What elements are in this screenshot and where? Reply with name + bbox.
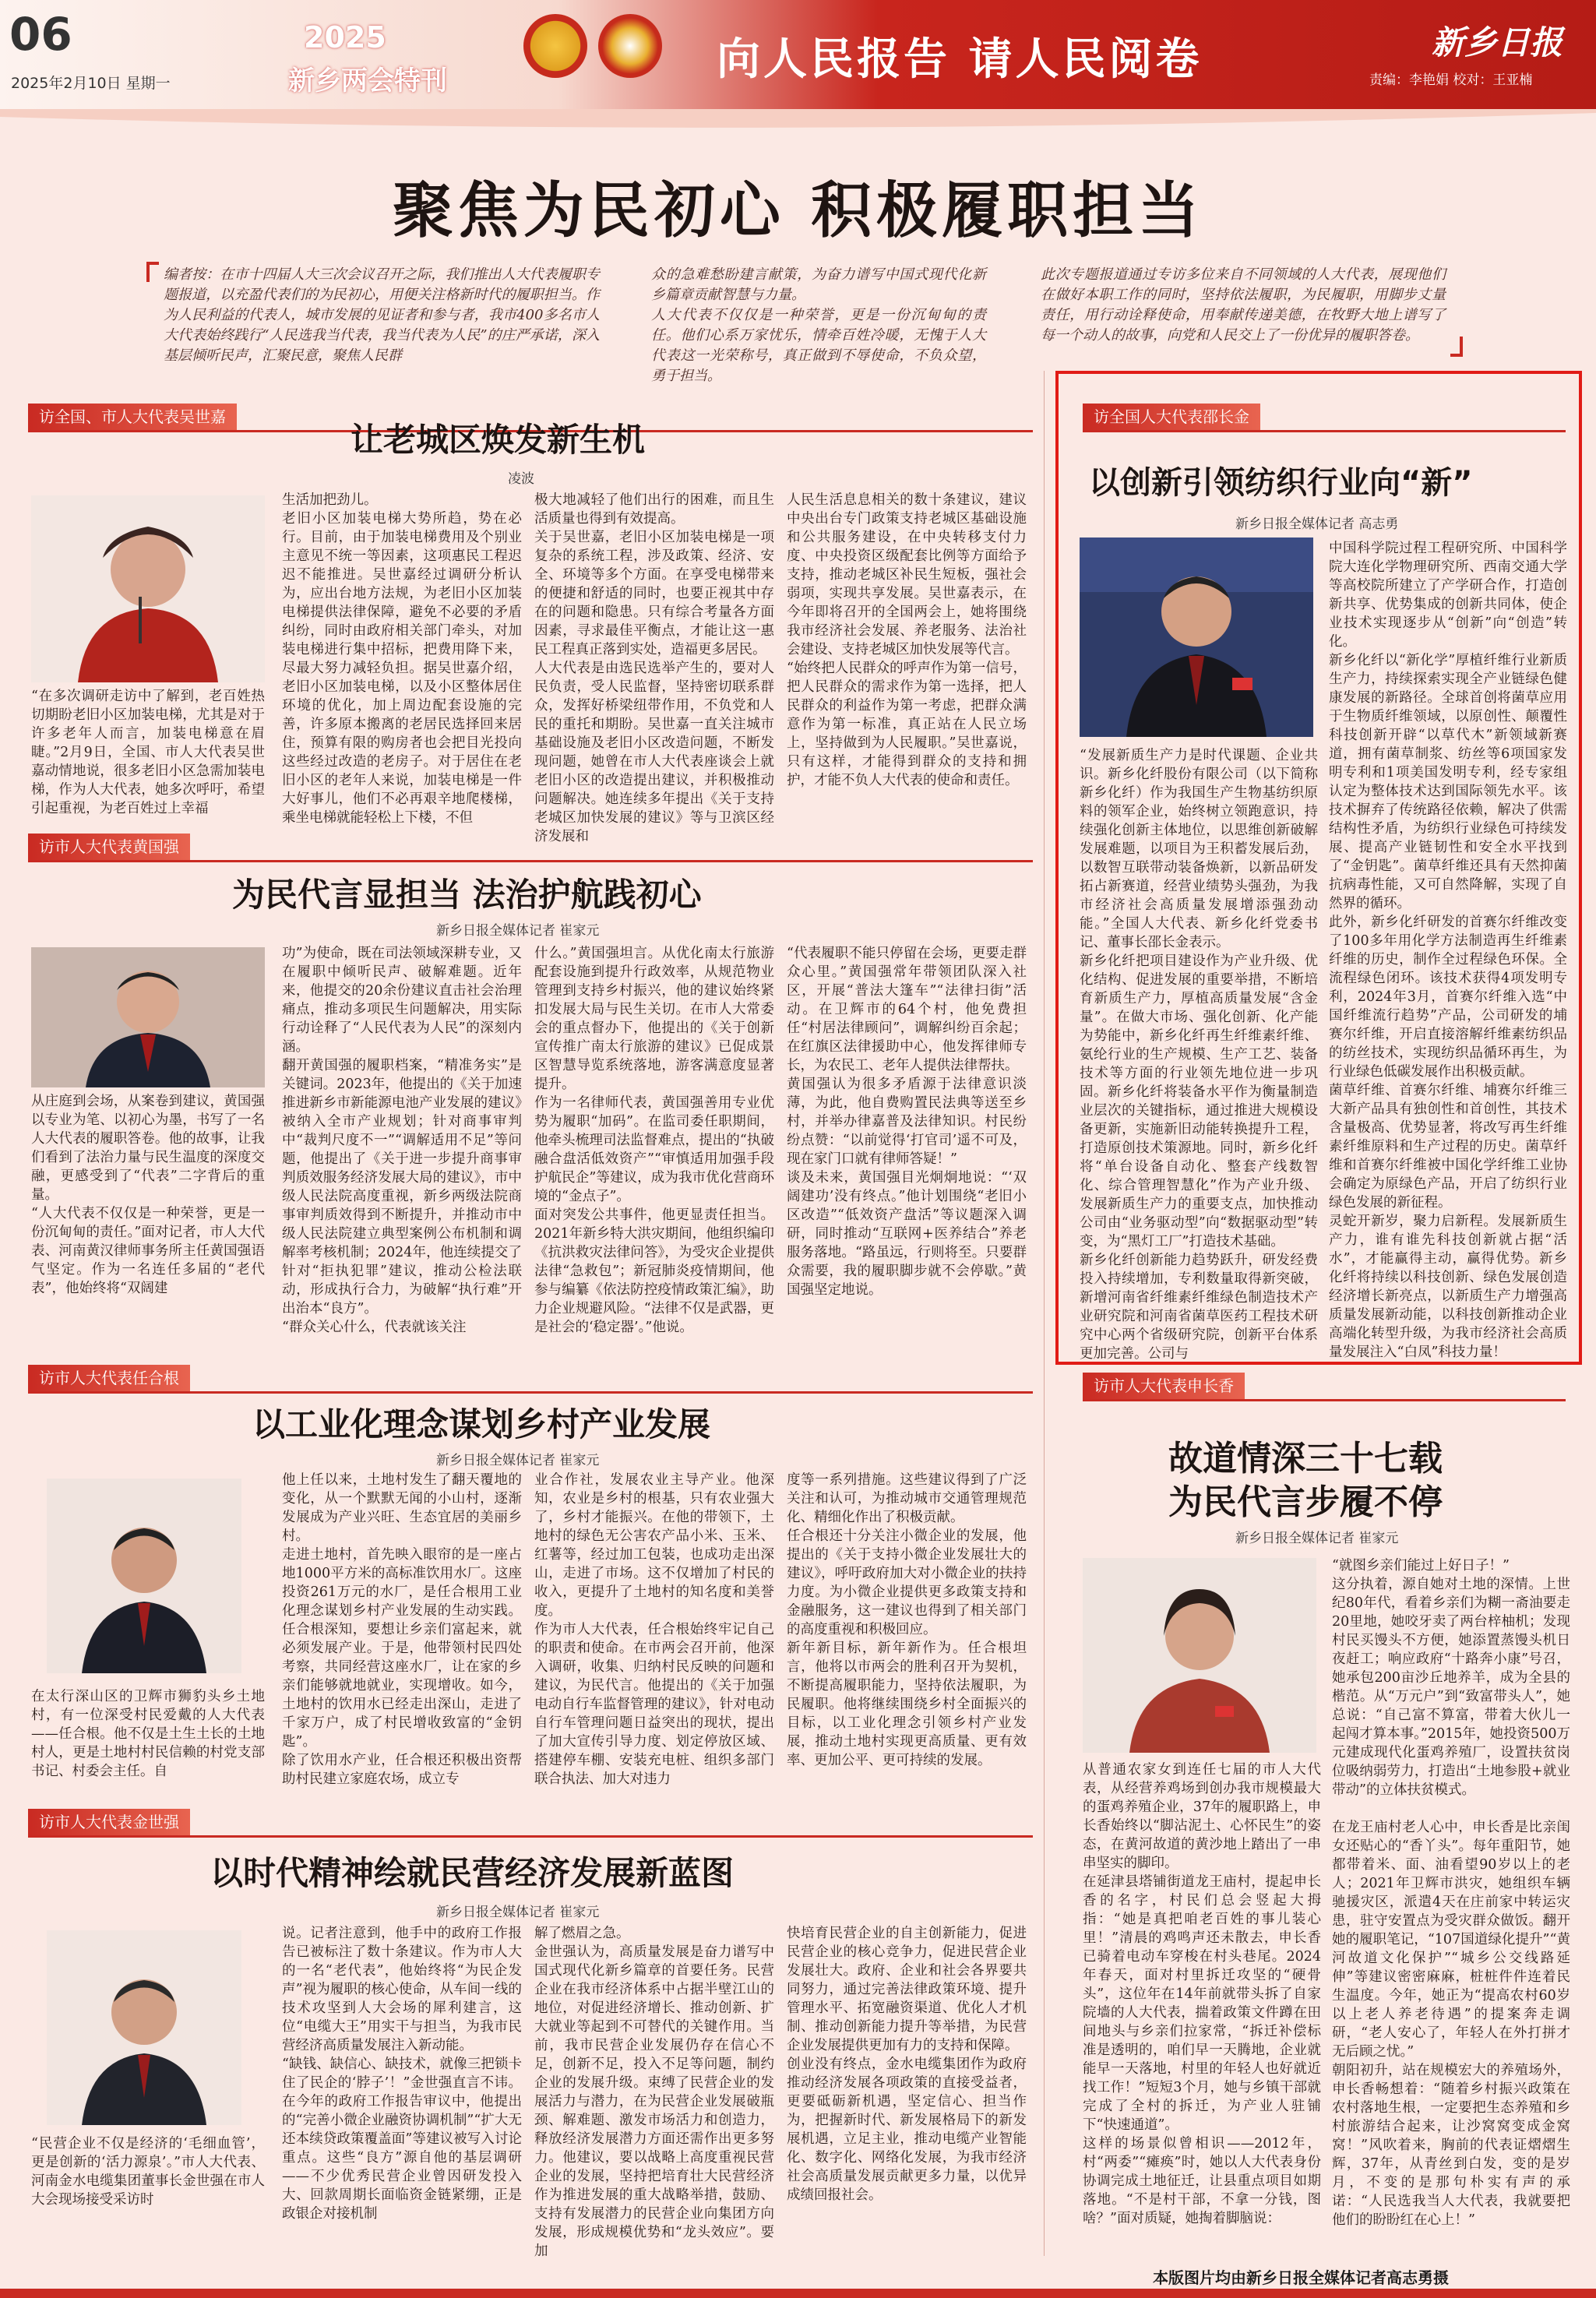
photo-credit-footnote: 本版图片均由新乡日报全媒体记者高志勇摄 [1153,2268,1449,2287]
special-edition-year: 2025 [304,20,386,55]
headline-huang: 为民代言显担当 法治护航践初心 [232,876,702,914]
section-divider [28,860,1033,862]
column-huang-1: 功”为使命，既在司法领域深耕专业，又在履职中倾听民声、破解难题。近年来，他提交的20余份建议直击社会治理痛点，推动多项民生问题解决，用实际行动诠释了“人民代表为人民”的深刻内涵。 翻开黄国强的履职档案，“精准务实”是关键词。2023年，他提出的《关于加速推进新乡市新能源电池产业发展的建议》被纳入全市产业规划；针对商事审判中“裁判尺度不一”“调解适用不足”等问题，他提出了《关于进一步提升商事审判质效服务经济发展大局的建议》，市中级人民法院高度重视，新乡两级法院商事审判质效得到不断提升，并推动市中级人民法院建立典型案例公布机制和调解率考核机制；2024年，他连续提交了针对“拒执犯罪”建议，推动公检法联动，形成执行合力，为破解“执行难”开出治本“良方”。 “群众关心什么，代表就该关注 [282,946,522,1335]
page-column-divider [1044,371,1045,2256]
editor-note-left: 编者按：在市十四届人大三次会议召开之际，我们推出人大代表履职专题报道，以充盈代表们的为民初心，用便关注格新时代的履职担当。作为人民利益的代表人，城市发展的见证者和参与者，我市400多名市人大代表始终践行“人民选我当代表，我当代表为人民”的庄严承诺，深入基层倾听民声，汇聚民意，聚焦人民群 [164,266,600,364]
editor-credits: 责编：李艳娟 校对：王亚楠 [1369,72,1533,88]
photo-wu-shijia [31,495,265,682]
section-divider [1083,1399,1566,1401]
byline-jin: 新乡日报全媒体记者 崔家元 [436,1905,600,1920]
column-wu-1: 生活加把劲儿。 老旧小区加装电梯大势所趋，势在必行。目前，由于加装电梯费用及个别业主意见不统一等因素，这项惠民工程迟迟不能推进。吴世嘉经过调研分析认为，应出台地方法规，为老旧小区加装电梯提供法律保障，避免不必要的矛盾纠纷，同时由政府相关部门牵头，对加装电梯进行集中招标，把费用降下来，尽最大努力减轻负担。据吴世嘉介绍，老旧小区加装电梯，以及小区整体居住环境的优化，加上周边配套设施的完善，许多原本搬离的老居民选择回来居住，预算有限的购房者也会把目光投向这些经过改造的老房子。对于居住在老旧小区的老年人来说，加装电梯是一件大好事儿，他们不必再艰辛地爬楼梯，乘坐电梯就能轻松上下楼，不但 [282,492,522,826]
column-wu-2: 极大地减轻了他们出行的困难，而且生活质量也得到有效提高。 关于吴世嘉，老旧小区加装电梯是一项复杂的系统工程，涉及政策、经济、安全、环境等多个方面。在享受电梯带来的便捷和舒适的同时，也要正视其中存在的问题和隐患。只有综合考量各方面因素，寻求最佳平衡点，才能让这一惠民工程真正落到实处，造福更多居民。 人大代表是由选民选举产生的，要对人民负责，受人民监督，坚持密切联系群众，发挥好桥梁纽带作用，不负党和人民的重托和期盼。吴世嘉一直关注城市基础设施及老旧小区改造问题，不断发现问题，她曾在市人大代表座谈会上就老旧小区的改造提出建议，并积极推动问题解决。她连续多年提出《关于支持老城区加快发展的建议》等与卫滨区经济发展和 [534,492,774,844]
headline-jin: 以时代精神绘就民营经济发展新蓝图 [210,1854,735,1892]
byline-wu: 凌波 [508,471,534,487]
caption-jin: “民营企业不仅是经济的‘毛细血管’，更是创新的‘活力源泉’。”市人大代表、河南金水电缆集团董事长金世强在市人大会现场接受采访时 [31,2136,265,2208]
column-jin-1: 说。记者注意到，他手中的政府工作报告已被标注了数十条建议。作为市人大的一名“老代表”，他始终将“为民企发声”视为履职的核心使命，从车间一线的技术攻坚到人大会场的犀利建言，这位“电缆大王”用实干与担当，为我市民营经济高质量发展注入新动能。 “缺钱、缺信心、缺技术，就像三把锁卡住了民企的‘脖子’！”金世强直言不讳。在今年的政府工作报告审议中，他提出的“完善小微企业融资协调机制”“扩大无还本续贷政策覆盖面”等建议被写入讨论重点。这些“良方”源自他的基层调研——不少优秀民营企业曾因研发投入大、回款周期长面临资金链紧绷，正是政银企对接机制 [282,1926,522,2222]
column-ren-1: 他上任以来，土地村发生了翻天覆地的变化，从一个默默无闻的小山村，逐渐发展成为产业兴旺、生态宜居的美丽乡村。 走进土地村，首先映入眼帘的是一座占地1000平方米的高标准饮用水厂。这座投资261万元的水厂，是任合根用工业化理念谋划乡村产业发展的生动实践。任合根深知，要想让乡亲们富起来，就必须发展产业。于是，他带领村民四处考察，共同经营这座水厂，让在家的乡亲们能够就地就业，实现增收。如今，土地村的饮用水已经走出深山，走进了千家万户，成了村民增收致富的“金钥匙”。 除了饮用水产业，任合根还积极出资帮助村民建立家庭农场，成立专 [282,1472,522,1787]
byline-shen: 新乡日报全媒体记者 崔家元 [1235,1531,1399,1546]
column-shao-right: 此外，新乡化纤研发的首赛尔纤维改变了100多年用化学方法制造再生纤维素纤维的历史，制作全过程绿色环保。全流程绿色闭环。该技术获得4项发明专利，2024年3月，首赛尔纤维入选“中国纤维流行趋势”产品，公司研发的埔赛尔纤维，开启直接溶解纤维素纺织品的纺丝技术，实现纺织品循环再生，为行业绿色低碳发展作出积极贡献。 菌草纤维、首赛尔纤维、埔赛尔纤维三大新产品具有独创性和首创性，其技术含量极高、优势显著，将改写再生纤维素纤维原料和生产过程的历史。菌草纤维和首赛尔纤维被中国化学纤维工业协会确定为原绿色产品，开启了纺织行业绿色发展的新征程。 灵蛇开新岁，聚力启新程。发展新质生产力，谁有谁先科技创新就占据“活水”，才能赢得主动，赢得优势。新乡化纤将持续以科技创新、绿色发展创造经济增长新亮点，以新质生产力增强高质量发展新动能，以科技创新推动企业高端化转型升级，为我市经济社会高质量发展注入“白凤”科技力量！ [1329,915,1567,1360]
photo-huang-guoqiang [31,947,265,1087]
page-number: 06 [9,8,72,61]
byline-shao: 新乡日报全媒体记者 高志勇 [1235,516,1399,532]
decorative-ribbon [0,109,1596,140]
section-divider [1083,430,1566,432]
headline-shen-line2: 为民代言步履不停 [1168,1482,1443,1522]
photo-jin-shiqiang [47,1930,241,2125]
interview-tag-ren: 访市人大代表任合根 [28,1365,190,1391]
photo-shen-changxiang [1083,1558,1316,1753]
column-shao-top: 中国科学院过程工程研究所、中国科学院大连化学物理研究所、西南交通大学等高校院所建立了产学研合作，打造创新共享、优势集成的创新共同体，使企业技术实现逐步从“创新”向“创造”转化。 新乡化纤以“新化学”厚植纤维行业新质生产力，持续探索实现全产业链绿色健康发展的新路径。全球首创将菌草应用于生物质纤维领域，以原创性、颠覆性科技创新开辟“以草代木”新领域新赛道，拥有菌草制浆、纺丝等6项国家发明专利和1项美国发明专利，经专家组认定为整体技术达到国际领先水平。该技术摒弃了传统路径依赖，解决了供需结构性矛盾，为纺织行业绿色可持续发展、提高产业链韧性和安全水平找到了“金钥匙”。菌草纤维还具有天然抑菌抗病毒性能，又可自然降解，实现了自然界的循环。 [1329,541,1567,911]
column-wu-3: 人民生活息息相关的数十条建议，建议中央出台专门政策支持老城区基础设施和公共服务建设，在中央转移支付力度、中央投资区级配套比例等方面给予支持，推动老城区补民生短板，强社会弱项，实现共享发展。吴世嘉表示，在今年即将召开的全国两会上，她将围绕我市经济社会发展、养老服务、法治社会建设、支持老城区加快发展等代言。 “始终把人民群众的呼声作为第一信号，把人民群众的需求作为第一选择，把人民群众的利益作为第一考虑，把群众满意作为第一标准，真正站在人民立场上，坚持做到为人民履职。”吴世嘉说，只有这样，才能得到群众的支持和拥护，才能不负人大代表的使命和责任。 [787,492,1027,788]
column-shen-right: 在龙王庙村老人心中，申长香是比亲闺女还贴心的“香丫头”。每年重阳节，她都带着米、面、油看望90岁以上的老人；2021年卫辉市洪灾，她组织车辆驰援灾区，派遣4天在庄前家中转运灾患，驻守安置点为受灾群众做饭。翻开她的履职笔记，“107国道绿化提升”“黄河故道文化保护”“城乡公交线路延伸”等建议密密麻麻，桩桩件件连着民生温度。今年，她正为“提高农村60岁以上老人养老待遇”的提案奔走调研，“老人安心了，年轻人在外打拼才无后顾之忧。” 朝阳初升，站在规模宏大的养殖场外，申长香畅想着：“随着乡村振兴政策在农村落地生根，一定要把生态养殖和乡村旅游结合起来，让沙窝窝变成金窝窝！”风吹着来，胸前的代表证熠熠生辉，37年，从青丝到白发，变的是岁月，不变的是那句朴实有声的承诺：“人民选我当人大代表，我就要把他们的盼盼红在心上！” [1332,1820,1570,2228]
headline-shao: 以创新引领纺织行业向“新” [1089,465,1473,501]
column-ren-2: 业合作社，发展农业主导产业。他深知，农业是乡村的根基，只有农业强大了，乡村才能振兴。在他的带领下，土地村的绿色无公害农产品小米、玉米、红薯等，经过加工包装，也成功走出深山，走进了市场。这不仅增加了村民的收入，更提升了土地村的知名度和美誉度。 作为市人大代表，任合根始终牢记自己的职责和使命。在市两会召开前，他深入调研，收集、归纳村民反映的问题和建议，为民代言。他提出的《关于加强电动自行车监督管理的建议》，针对电动自行车管理问题日益突出的现状，提出了加大宣传引导力度、划定停放区域、搭建停车棚、安装充电桩、组织多部门联合执法、加大对违力 [534,1472,774,1787]
photo-shao-changjin [1080,537,1313,737]
page-main-title: 聚焦为民初心 积极履职担当 [392,176,1204,246]
cppcc-emblem-icon [598,14,662,78]
photo-ren-hegen [47,1479,241,1673]
column-huang-3: “代表履职不能只停留在会场，更要走群众心里。”黄国强常年带领团队深入社区，开展“普法大篷车”“法律扫街”活动。在卫辉市的64个村，他免费担任“村居法律顾问”，调解纠纷百余起；在红旗区法律援助中心，他发挥律师专长，为农民工、老年人提供法律帮扶。 黄国强认为很多矛盾源于法律意识淡薄，为此，他自费购置民法典等送至乡村，并举办律嘉普及法律知识。村民纷纷点赞：“以前觉得‘打官司’遥不可及，现在家门口就有律师答疑！” 谈及未来，黄国强目光炯炯地说：“‘双阔建功’没有终点。”他计划围绕“老旧小区改造”“低效资产盘活”等议题深入调研，同时推动“互联网+医养结合”养老服务落地。“路虽远，行则将至。只要群众需要，我的履职脚步就不会停歇。”黄国强坚定地说。 [787,946,1027,1298]
byline-ren: 新乡日报全媒体记者 崔家元 [436,1453,600,1468]
column-shao-left: “发展新质生产力是时代课题、企业共识。新乡化纤股份有限公司（以下简称新乡化纤）作为我国生产生物基纺织原料的领军企业，始终树立领跑意识，持续强化创新主体地位，以思维创新破解发展难题，以项目为王积蓄发展后劲，以数智互联带动装备焕新，以新品研发拓占新赛道，经营业绩势头强劲，为我市经济社会高质量发展增添强劲动能。”全国人大代表、新乡化纤党委书记、董事长邵长金表示。 新乡化纤把项目建设作为产业升级、优化结构、促进发展的重要举措，不断培育新质生产力，厚植高质量发展“含金量”。在做大市场、强化创新、化产能为势能中，新乡化纤再生纤维素纤维、氨纶行业的生产规模、生产工艺、装备技术等方面的行业领先地位进一步巩固。新乡化纤将装备水平作为衡量制造业层次的关键指标，通过推进大规模设备更新，实施新旧动能转换提升工程，打造原创技术策源地。同时，新乡化纤将“单台设备自动化、整套产线数智化、综合管理智慧化”作为产业升级、发展新质生产力的重要支点，加快推动公司由“业务驱动型”向“数据驱动型”转变，为“黑灯工厂”打造技术基础。 新乡化纤创新能力趋势跃升，研发经费投入持续增加，专利数量取得新突破，新增河南省纤维素纤维绿色制造技术产业研究院和河南省菌草医药工程技术研究中心两个省级研究院，创新平台体系更加完善。公司与 [1080,748,1318,1362]
interview-tag-jin: 访市人大代表金世强 [28,1809,190,1835]
headline-ren: 以工业化理念谋划乡村产业发展 [252,1405,711,1443]
section-divider [28,1391,1033,1394]
interview-tag-shao: 访全国人大代表邵长金 [1083,404,1260,430]
byline-huang: 新乡日报全媒体记者 崔家元 [436,923,600,939]
column-shen-left: 从普通农家女到连任七届的市人大代表，从经营养鸡场到创办我市规模最大的蛋鸡养殖企业，37年的履职路上，申长香始终以“脚沾泥土、心怀民生”的姿态，在黄河故道的黄沙地上踏出了一串串坚实的脚印。 在延津县塔铺街道龙王庙村，提起申长香的名字，村民们总会竖起大拇指：“她是真把咱老百姓的事儿装心里！”清晨的鸡鸣声还未散去，申长香已骑着电动车穿梭在村头巷尾。2024年春天，面对村里拆迁攻坚的“硬骨头”，这位年在14年前就带头拆了自家院墙的人大代表，揣着政策文件蹲在田间地头与乡亲们拉家常，“拆迁补偿标准是透明的，咱们早一天腾地，企业就能早一天落地，村里的年轻人也好就近找工作！”短短3个月，她与乡镇干部就完成了全村的拆迁，为产业人驻铺下“快速通道”。 这样的场景似曾相识——2012年，村“两委”“瘫痪”时，她以人大代表身份协调完成土地征迁，让县重点项目如期落地。“不是村干部，不拿一分钱，图啥？”面对质疑，她掏着脚脑说： [1083,1762,1321,2226]
interview-tag-shen: 访市人大代表申长香 [1083,1373,1245,1399]
issue-date: 2025年2月10日 星期一 [11,75,171,92]
bottom-color-bar [0,2289,1596,2298]
headline-wu: 让老城区焕发新生机 [351,421,646,459]
interview-tag-huang: 访市人大代表黄国强 [28,834,190,860]
column-shen-top: “就图乡亲们能过上好日子！” 这分执着，源自她对土地的深情。上世纪80年代，看着乡亲们为糊一斋油要走20里地，她咬牙卖了两台梓柚机；发现村民买馒头不方便，她添置蒸馒头机日夜赶工；响应政府“十路奔小康”号召，她承包200亩沙丘地养羊，成为全县的楷范。从“万元户”到“致富带头人”，她总说：“自己富不算富，带着大伙儿一起闯才算本事。”2015年，她投资500万元建成现代化蛋鸡养殖厂，设置扶贫岗位吸纳弱劳力，打造出“土地参股+就业带动”的立体扶贫模式。 [1332,1558,1570,1798]
caption-ren: 在太行深山区的卫辉市狮豹头乡土地村，有一位深受村民爱戴的人大代表——任合根。他不仅是土生土长的土地村人，更是土地村村民信赖的村党支部书记、村委会主任。自 [31,1689,265,1779]
column-ren-3: 度等一系列措施。这些建议得到了广泛关注和认可，为推动城市交通管理规范化、精细化作出了积极贡献。 任合根还十分关注小微企业的发展，他提出的《关于支持小微企业发展壮大的建议》，呼吁政府加大对小微企业的扶持力度。为小微企业提供更多政策支持和金融服务，这一建议也得到了相关部门的高度重视和积极回应。 新年新目标，新年新作为。任合根坦言，他将以市两会的胜利召开为契机，不断提高履职能力，坚持依法履职，为民履职。他将继续围绕乡村全面振兴的目标，以工业化理念引领乡村产业发展，推动土地村实现更高质量、更有效率、更加公平、更可持续的发展。 [787,1472,1027,1768]
editor-note-right: 此次专题报道通过专访多位来自不同领域的人大代表，展现他们在做好本职工作的同时，坚持依法履职，为民履职，用脚步丈量责任，用行动诠释使命，用奉献传递美德，在牧野大地上谱写了每一个动人的故事，向党和人民交上了一份优异的履职答卷。 [1041,266,1446,344]
national-emblem-icon [523,14,587,78]
quote-open-icon [145,260,160,284]
interview-tag-wu: 访全国、市人大代表吴世嘉 [28,404,237,430]
column-jin-3: 快培育民营企业的自主创新能力，促进民营企业的核心竞争力，促进民营企业发展壮大。政府、企业和社会各界要共同努力，通过完善法律政策环境、提升管理水平、拓宽融资渠道、优化人才机制、推动创新能力提升等举措，为民营企业发展提供更加有力的支持和保障。 创业没有终点，金水电缆集团作为政府推动经济发展各项政策的直接受益者，更要砥砺新机遇，坚定信心、担当作为，把握新时代、新发展格局下的新发展机遇，立足主业，推动电缆产业智能化、数字化、网络化发展，为我市经济社会高质量发展贡献更多力量，以优异成绩回报社会。 [787,1926,1027,2203]
section-divider [28,1835,1033,1838]
column-jin-2: 解了燃眉之急。 金世强认为，高质量发展是奋力谱写中国式现代化新乡篇章的首要任务。民营企业在我市经济体系中占据半壁江山的地位，对促进经济增长、推动创新、扩大就业等起到不可替代的关键作用。当前，我市民营企业发展仍存在信心不足，创新不足，投入不足等问题，制约企业的发展升级。束缚了民营企业的发展活力与潜力，在为民营企业发展破瓶颈、解难题、激发市场活力和创造力，释放经济发展潜力方面还需作出更多努力。他建议，要以战略上高度重视民营企业的发展，坚持把培育壮大民营经济作为推进发展的重大战略举措，鼓励、支持有发展潜力的民营企业向集团方向发展，形成规模优势和“龙头效应”。要加 [534,1926,774,2259]
column-huang-2: 什么。”黄国强坦言。从优化南太行旅游配套设施到提升行政效率，从规范物业管理到支持乡村振兴，他的建议始终紧扣发展大局与民生关切。在市人大常委会的重点督办下，他提出的《关于创新宣传推广南太行旅游的建议》已促成景区智慧导览系统落地，游客满意度显著提升。 作为一名律师代表，黄国强善用专业优势为履职“加码”。在监司委任职期间，他牵头梳理司法监督难点，提出的“执破融合盘活低效资产”“审慎适用加强手段护航民企”等建议，成为我市优化营商环境的“金点子”。 面对突发公共事件，他更显责任担当。2021年新乡特大洪灾期间，他组织编印《抗洪救灾法律问答》，为受灾企业提供法律“急救包”；新冠肺炎疫情期间，他参与编纂《依法防控疫情政策汇编》，助力企业规避风险。“法律不仅是武器，更是社会的‘稳定器’。”他说。 [534,946,774,1335]
editor-note-middle: 众的急难愁盼建言献策，为奋力谱写中国式现代化新乡篇章贡献智慧与力量。 人大代表不仅仅是一种荣誉，更是一份沉甸甸的责任。他们心系万家忧乐，情牵百姓冷暖，无愧于人大代表这一光荣称号，真正做到不辱使命，不负众望，勇于担当。 [651,266,986,384]
special-edition-title: 新乡两会特刊 [288,65,447,97]
caption-wu: “在多次调研走访中了解到，老百姓热切期盼老旧小区加装电梯，尤其是对于许多老年人而言，加装电梯意在眉睫。”2月9日，全国、市人大代表吴世嘉动情地说，很多老旧小区急需加装电梯，作为人大代表，她多次呼吁，希望引起重视，为老百姓过上幸福 [31,689,265,816]
newspaper-logo: 新乡日报 [1432,23,1563,62]
quote-close-icon [1449,335,1464,358]
caption-huang: 从庄庭到会场，从案卷到建议，黄国强以专业为笔、以初心为墨，书写了一名人大代表的履职答卷。他的故事，让我们看到了法治力量与民生温度的深度交融，更感受到了“代表”二字背后的重量。 “人大代表不仅仅是一种荣誉，更是一份沉甸甸的责任。”面对记者，市人大代表、河南黄汉律师事务所主任黄国强语气坚定。作为一名连任多届的“老代表”，他始终将“双阔建 [31,1094,265,1296]
masthead-slogan: 向人民报告 请人民阅卷 [717,34,1203,85]
headline-shen-line1: 故道情深三十七载 [1168,1439,1443,1479]
